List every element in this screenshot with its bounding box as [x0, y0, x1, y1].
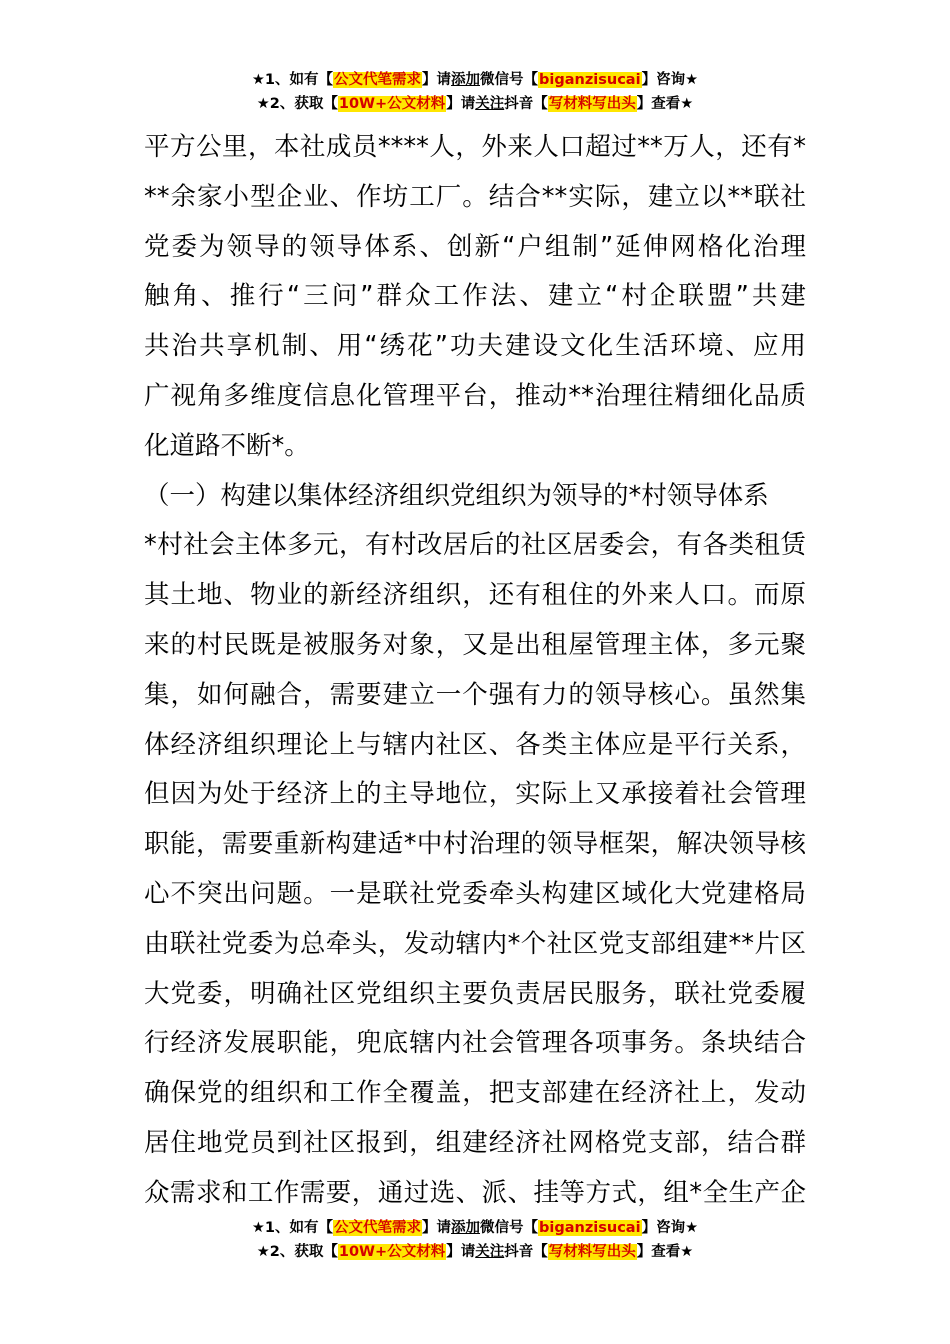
promo-underlined: 添加: [451, 72, 481, 88]
promo-text: ★2、获取【: [256, 1244, 338, 1260]
promo-text: 】请: [422, 1220, 452, 1236]
promo-line-1: [0, 1216, 950, 1240]
promo-highlight: biganzisucai: [539, 72, 641, 88]
promo-text: ★1、如有【: [251, 1220, 334, 1236]
body-line: 平方公里，本社成员****人，外来人口超过**万人，还有*: [144, 132, 806, 162]
promo-highlight: 写材料写出头: [548, 96, 636, 112]
body-line: 心不突出问题。一是联社党委牵头构建区域化大党建格局: [144, 878, 806, 909]
promo-highlight: 公文代笔需求: [334, 72, 422, 88]
body-line: 集，如何融合，需要建立一个强有力的领导核心。虽然集: [144, 679, 806, 710]
body-line: 共治共享机制、用“绣花”功夫建设文化生活环境、应用: [144, 331, 806, 362]
promo-banner-bottom: [0, 1216, 950, 1264]
body-line: 行经济发展职能，兜底辖内社会管理各项事务。条块结合: [144, 1028, 806, 1059]
promo-highlight: 10W+公文材料: [338, 1244, 446, 1260]
promo-highlight: 10W+公文材料: [338, 96, 446, 112]
promo-text: 】查看★: [636, 96, 694, 112]
body-line: 但因为处于经济上的主导地位，实际上又承接着社会管理: [144, 779, 806, 810]
body-line: 众需求和工作需要，通过选、派、挂等方式，组*全生产企: [144, 1177, 806, 1208]
body-line: 由联社党委为总牵头，发动辖内*个社区党支部组建**片区: [144, 928, 806, 959]
document-body: [144, 123, 806, 1219]
promo-banner-top: [0, 68, 950, 116]
body-line: 职能，需要重新构建适*中村治理的领导框架，解决领导核: [144, 829, 806, 860]
body-line: 党委为领导的领导体系、创新“户组制”延伸网格化治理: [144, 231, 806, 262]
body-line: *村社会主体多元，有村改居后的社区居委会，有各类租赁: [144, 530, 806, 561]
promo-highlight: 写材料写出头: [548, 1244, 636, 1260]
promo-text: 抖音【: [504, 96, 548, 112]
promo-underlined: 关注: [475, 96, 505, 112]
body-line: 确保党的组织和工作全覆盖，把支部建在经济社上，发动: [144, 1078, 806, 1109]
body-line: 广视角多维度信息化管理平台，推动**治理往精细化品质: [144, 380, 806, 411]
body-line: **余家小型企业、作坊工厂。结合**实际，建立以**联社: [144, 181, 806, 212]
promo-text: 微信号【: [480, 72, 539, 88]
body-line: 来的村民既是被服务对象，又是出租屋管理主体，多元聚: [144, 629, 806, 660]
promo-text: ★1、如有【: [251, 72, 334, 88]
promo-text: ★2、获取【: [256, 96, 338, 112]
promo-text: 】查看★: [636, 1244, 694, 1260]
promo-highlight: 公文代笔需求: [334, 1220, 422, 1236]
promo-text: 】咨询★: [641, 1220, 699, 1236]
promo-text: 微信号【: [480, 1220, 539, 1236]
body-line: 化道路不断*。: [144, 430, 310, 461]
body-line: 其土地、物业的新经济组织，还有租住的外来人口。而原: [144, 580, 806, 611]
promo-underlined: 添加: [451, 1220, 481, 1236]
body-line: 体经济组织理论上与辖内社区、各类主体应是平行关系，: [144, 729, 806, 760]
promo-line-2: [0, 92, 950, 116]
body-line: 居住地党员到社区报到，组建经济社网格党支部，结合群: [144, 1127, 806, 1158]
body-line: 大党委，明确社区党组织主要负责居民服务，联社党委履: [144, 978, 806, 1009]
promo-text: 抖音【: [504, 1244, 548, 1260]
promo-text: 】请: [422, 72, 452, 88]
promo-line-1: [0, 68, 950, 92]
promo-line-2: [0, 1240, 950, 1264]
promo-text: 】请: [446, 1244, 476, 1260]
promo-text: 】咨询★: [641, 72, 699, 88]
promo-underlined: 关注: [475, 1244, 505, 1260]
section-heading: （一）构建以集体经济组织党组织为领导的*村领导体系: [144, 480, 769, 511]
promo-text: 】请: [446, 96, 476, 112]
promo-highlight: biganzisucai: [539, 1220, 641, 1236]
body-line: 触角、推行“三问”群众工作法、建立“村企联盟”共建: [144, 281, 806, 312]
